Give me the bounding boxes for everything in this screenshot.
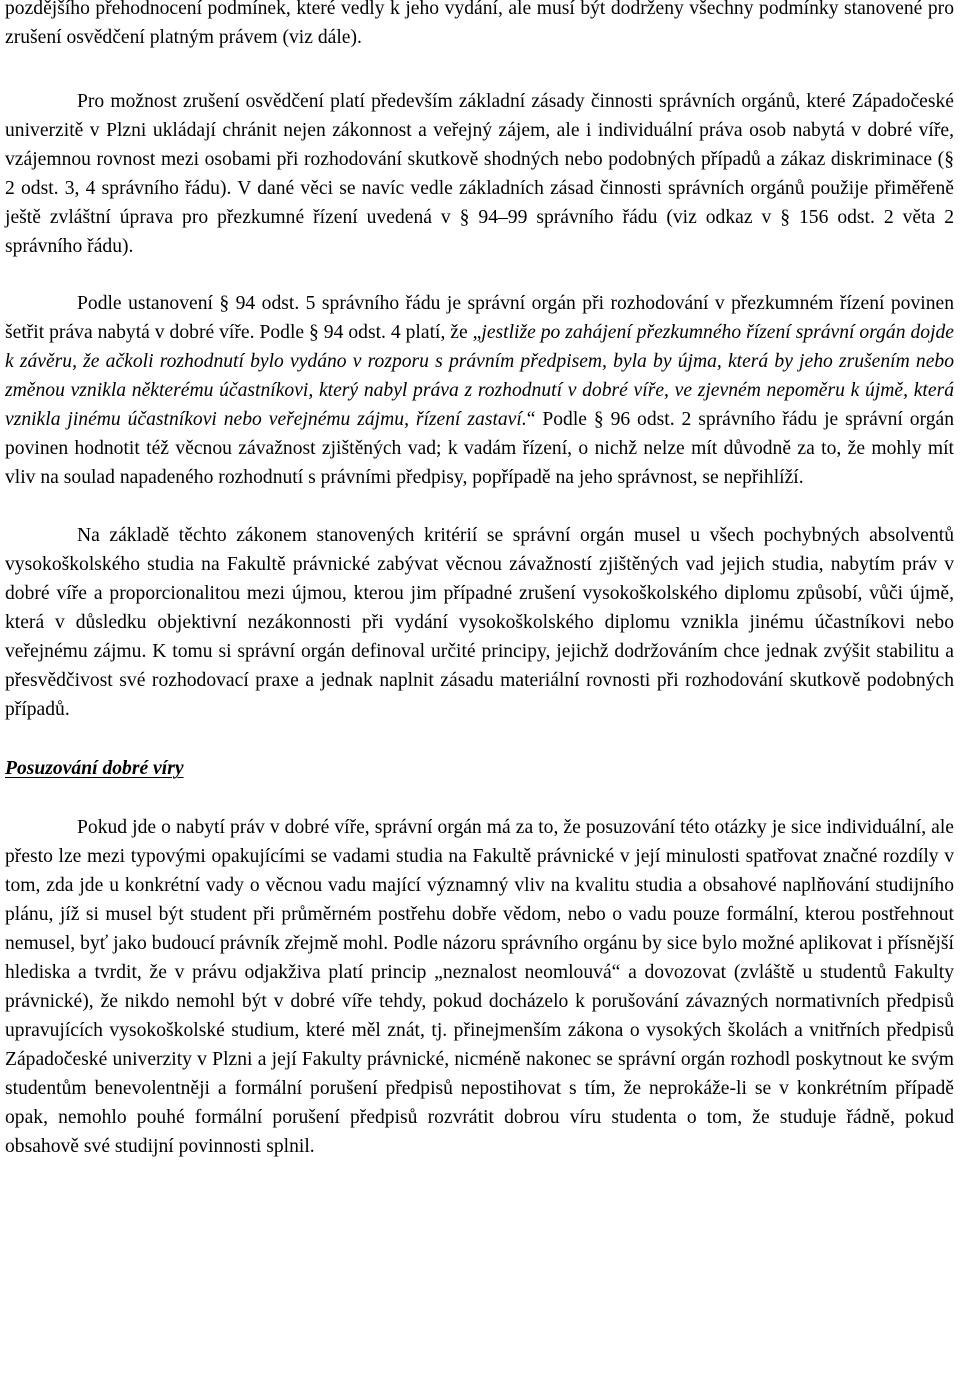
legal-quote: jestliže po zahájení přezkumného řízení správní orgán dojde k závěru, že ačkoli rozhodnutí bylo vydáno v rozporu s právním předpisem, byla by újma, která by jeho zrušením nebo změnou vznikla některému účastníkovi, který nabyl práva z rozhodnutí v dobré víře, ve zjevném nepoměru k újmě, která vznikla jinému účastníkovi nebo veřejnému zájmu, řízení zastaví. <box>5 322 955 430</box>
paragraph-review-outro: “ Podle § 96 odst. 2 správního řádu je správní orgán povinen hodnotit též věcnou závažnost zjištěných vad; k vadám řízení, o nichž nelze mít důvodně za to, že mohly mít vliv na soulad napadeného rozhodnutí s právními předpisy, popřípadě na jeho správnost, se nepřihlíží. <box>5 409 954 488</box>
paragraph-principles: Pro možnost zrušení osvědčení platí především základní zásady činnosti správních orgánů, které Západočeské univerzitě v Plzni ukládají chránit nejen zákonnost a veřejný zájem, ale i individuální práva osob nabytá v dobré víře, vzájemnou rovnost mezi osobami při rozhodování skutkově shodných nebo podobných případů a zákaz diskriminace (§ 2 odst. 3, 4 správního řádu). V dané věci se navíc vedle základních zásad činnosti správních orgánů použije přiměřeně ještě zvláštní úprava pro přezkumné řízení uvedená v § 94–99 správního řádu (viz odkaz v § 156 odst. 2 věta 2 správního řádu). <box>5 91 954 257</box>
paragraph-criteria: Na základě těchto zákonem stanovených kritérií se správní orgán musel u všech pochybných absolventů vysokoškolského studia na Fakultě právnické zabývat věcnou závažností zjištěných vad jejich studia, nabytím práv v dobré víře a proporcionalitou mezi újmou, kterou jim případné zrušení vysokoškolského diplomu způsobí, vůči újmě, která v důsledku objektivní nezákonnosti při vydání vysokoškolského diplomu vznikla jinému účastníkovi nebo veřejnému zájmu. K tomu si správní orgán definoval určité principy, jejichž dodržováním chce jednak zvýšit stabilitu a přesvědčivost své rozhodovací praxe a jednak naplnit zásadu materiální rovnosti při rozhodování skutkově podobných případů. <box>5 525 954 720</box>
paragraph-continuation: pozdějšího přehodnocení podmínek, které vedly k jeho vydání, ale musí být dodrženy všechny podmínky stanovené pro zrušení osvědčení platným právem (viz dále). <box>5 0 954 48</box>
paragraph-review-intro: Podle ustanovení § 94 odst. 5 správního řádu je správní orgán při rozhodování v přezkumném řízení povinen šetřit práva nabytá v dobré víře. Podle § 94 odst. 4 platí, že „ <box>5 293 954 343</box>
section-heading-text: Posuzování dobré víry <box>5 758 184 779</box>
section-heading <box>5 754 954 783</box>
paragraph-review-proceedings <box>5 289 954 492</box>
paragraph-good-faith: Pokud jde o nabytí práv v dobré víře, správní orgán má za to, že posuzování této otázky je sice individuální, ale přesto lze mezi typovými opakujícími se vadami studia na Fakultě právnické v její minulosti spatřovat značné rozdíly v tom, zda jde u konkrétní vady o věcnou vadu mající významný vliv na kvalitu studia a obsahové naplňování studijního plánu, jíž si musel být student při průměrném postřehu dobře vědom, nebo o vadu pouze formální, kterou postřehnout nemusel, byť jako budoucí právník zřejmě mohl. Podle názoru správního orgánu by sice bylo možné aplikovat i přísnější hlediska a tvrdit, že v právu odjakživa platí princip „neznalost neomlouvá“ a dovozovat (zvláště u studentů Fakulty právnické), že nikdo nemohl být v dobré víře tehdy, pokud docházelo k porušování závazných normativních předpisů upravujících vysokoškolské studium, které měl znát, tj. přinejmenším zákona o vysokých školách a vnitřních předpisů Západočeské univerzity v Plzni a její Fakulty právnické, nicméně nakonec se správní orgán rozhodl poskytnout ke svým studentům benevolentněji a formální porušení předpisů nepostihovat s tím, že neprokáže-li se v konkrétním případě opak, nemohlo pouhé formální porušení předpisů rozvrátit dobrou víru studenta o tom, že studuje řádně, pokud obsahově své studijní povinnosti splnil. <box>5 817 954 1157</box>
